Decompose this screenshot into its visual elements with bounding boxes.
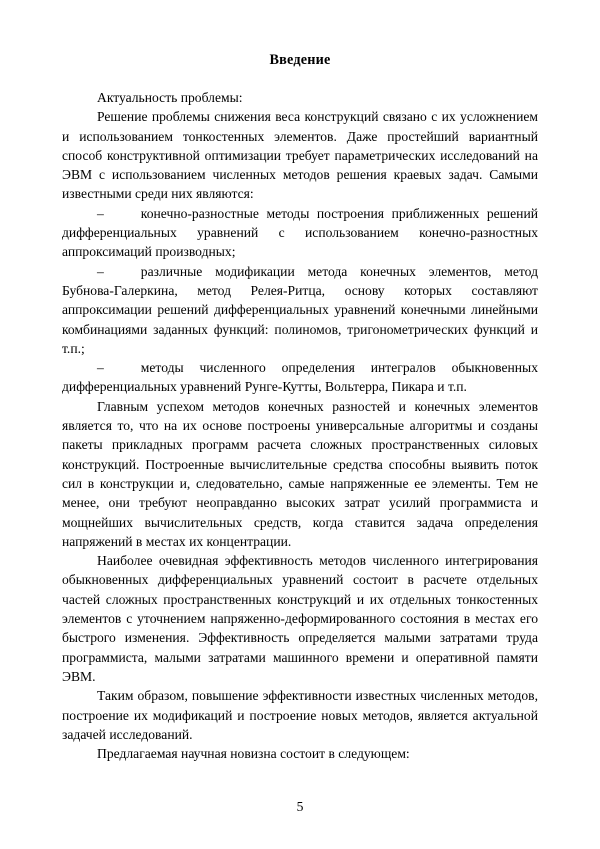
page-title: Введение (269, 52, 331, 68)
paragraph-actuality-label: Актуальность проблемы: (97, 90, 243, 105)
list-item-numerical-integration (62, 358, 538, 397)
list-marker-dash: – (97, 263, 104, 279)
paragraph-scientific-novelty: Предлагаемая научная новизна состоит в следующем: (97, 746, 410, 762)
list-marker-dash: – (97, 205, 104, 221)
list-item-text: конечно-разностные методы построения приближенных решений дифференциальных уравнений с использованием конечно-разностных аппроксимаций производных; (62, 205, 538, 260)
list-item-finite-element (62, 262, 538, 358)
list-marker-dash: – (97, 360, 104, 376)
list-item-text: различные модификации метода конечных элементов, метод Бубнова-Галеркина, метод Релея-Ритца, основу которых составляют аппроксимации решений дифференциальных уравнений конечными линейными комбинациями заданных функций: полиномов, тригонометрических функций и т.п.; (62, 263, 538, 356)
list-item-finite-difference (62, 204, 538, 262)
page-number: 5 (296, 799, 304, 814)
paragraph-intro-weight-reduction: Решение проблемы снижения веса конструкций связано с их усложнением и использованием тонкостенных элементов. Даже простейший вариантный способ конструктивной оптимизации требует параметрических исследований на ЭВМ с использованием численных методов решения краевых задач. Самыми известными среди них являются: (62, 109, 538, 202)
paragraph-conclusion-relevance: Таким образом, повышение эффективности известных численных методов, построение их модификаций и построение новых методов, является актуальной задачей исследований. (62, 688, 538, 742)
document-body (62, 88, 538, 763)
paragraph-main-success: Главным успехом методов конечных разностей и конечных элементов является то, что на их основе построены универсальные алгоритмы и созданы пакеты прикладных программ расчета сложных пространственных силовых конструкций. Построенные вычислительные средства способны выявить поток сил в конструкции и, следовательно, самые напряженные ее элементы. Тем не менее, они требуют неоправданно высоких затрат усилий программиста и мощнейших вычислительных средств, когда ставится задача определения напряжений в местах их концентрации. (62, 398, 538, 549)
list-item-text: методы численного определения интегралов обыкновенных дифференциальных уравнений Рунге-Кутты, Вольтерра, Пикара и т.п. (62, 360, 538, 395)
paragraph-most-obvious-efficiency: Наиболее очевидная эффективность методов численного интегрирования обыкновенных дифференциальных уравнений состоит в расчете отдельных частей сложных пространственных конструкций и их отдельных тонкостенных элементов с уточнением напряженно-деформированного состояния в местах его быстрого изменения. Эффективность определяется малыми затратами труда программиста, малыми затратами машинного времени и оперативной памяти ЭВМ. (62, 553, 538, 684)
